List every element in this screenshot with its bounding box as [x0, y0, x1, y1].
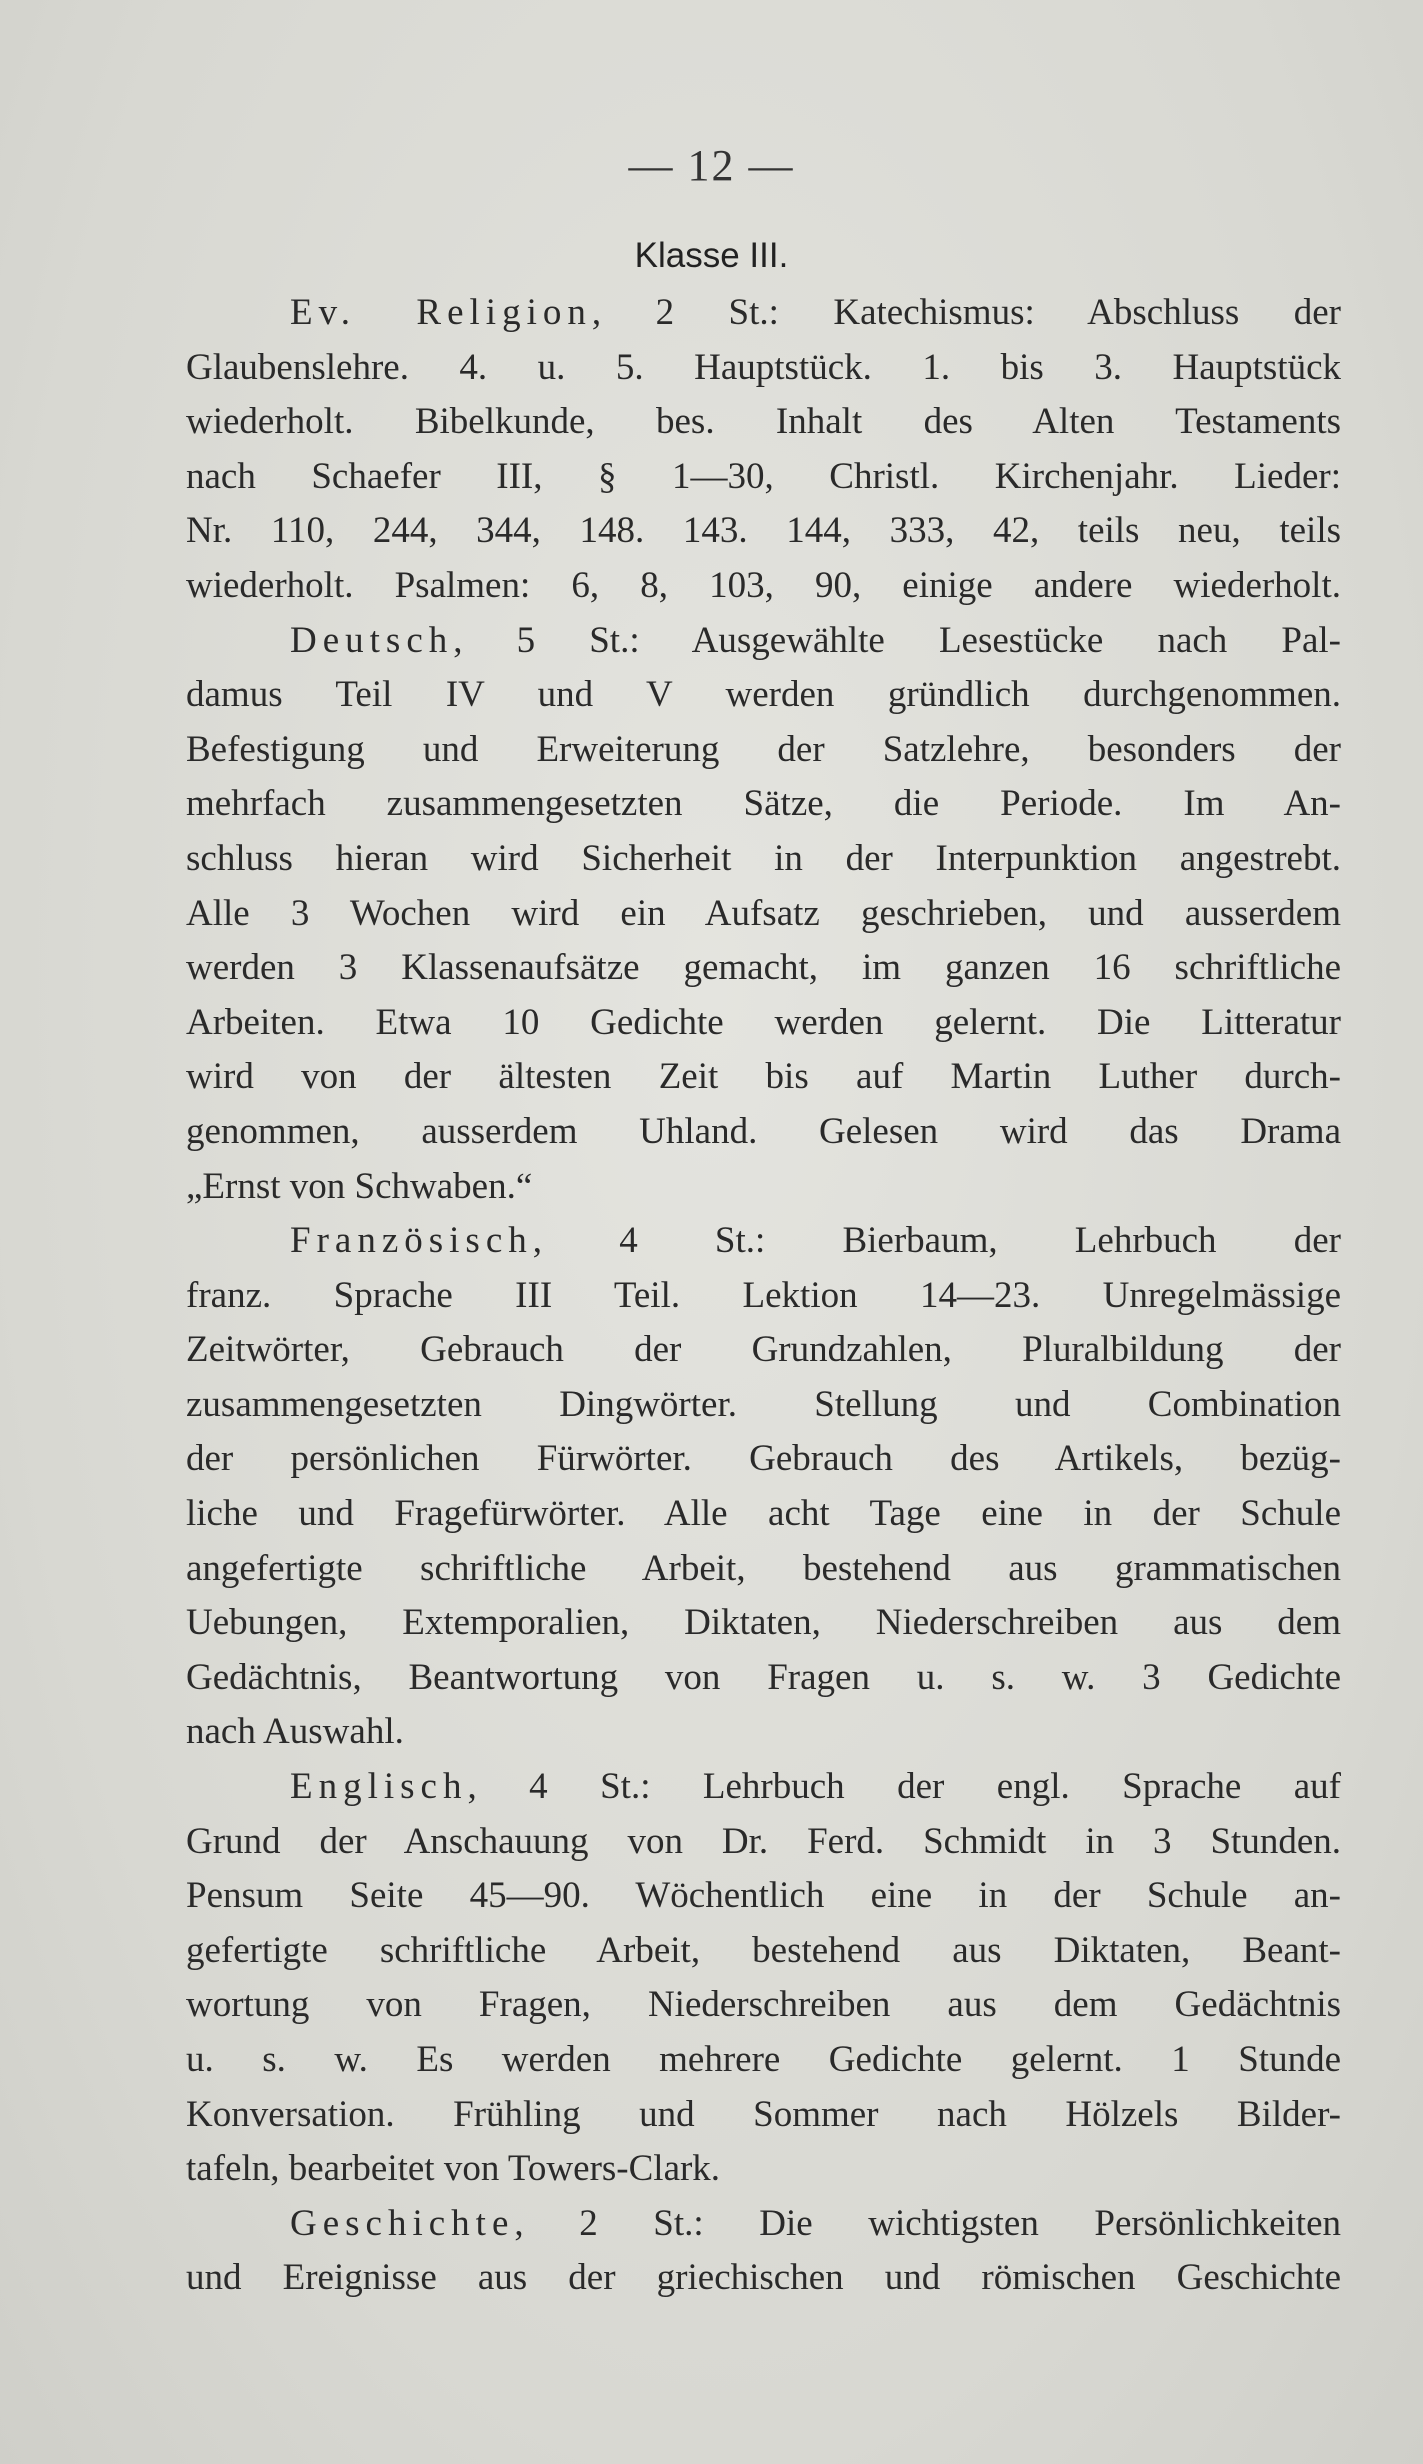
- text-line: wird von der ältesten Zeit bis auf Martin Luther durch-: [186, 1056, 1341, 1098]
- text-line: nach Schaefer III, § 1—30, Christl. Kirchenjahr. Lieder:: [186, 455, 1341, 497]
- text-line: Uebungen, Extemporalien, Diktaten, Niederschreiben aus dem: [186, 1602, 1341, 1644]
- line-text: , 4 St.: Bierbaum, Lehrbuch der: [532, 1220, 1341, 1262]
- text-line: schluss hieran wird Sicherheit in der Interpunktion angestrebt.: [186, 837, 1341, 879]
- line-text: , 2 St.: Katechismus: Abschluss der: [591, 292, 1341, 333]
- text-line: nach Auswahl.: [186, 1711, 404, 1753]
- text-line: Konversation. Frühling und Sommer nach Hölzels Bilder-: [186, 2093, 1341, 2135]
- text-line: [186, 286, 1341, 341]
- text-line: Nr. 110, 244, 344, 148. 143. 144, 333, 42, teils neu, teils: [186, 510, 1341, 552]
- text-line: liche und Fragefürwörter. Alle acht Tage eine in der Schule: [186, 1493, 1341, 1535]
- text-line: wiederholt. Psalmen: 6, 8, 103, 90, einige andere wiederholt.: [186, 564, 1341, 606]
- text-line: damus Teil IV und V werden gründlich durchgenommen.: [186, 674, 1341, 716]
- text-line: [186, 1214, 1341, 1269]
- syllabus-text: [186, 286, 1341, 2306]
- subject-name: Französisch: [290, 1220, 533, 1262]
- text-line: Alle 3 Wochen wird ein Aufsatz geschrieben, und ausserdem: [186, 892, 1341, 934]
- text-line: mehrfach zusammengesetzten Sätze, die Periode. Im An-: [186, 783, 1341, 825]
- subject-name: Deutsch: [290, 619, 454, 661]
- text-line: Arbeiten. Etwa 10 Gedichte werden gelernt. Die Litteratur: [186, 1001, 1341, 1043]
- text-line: Grund der Anschauung von Dr. Ferd. Schmidt in 3 Stunden.: [186, 1820, 1341, 1862]
- subject-name: Englisch: [290, 1766, 468, 1808]
- text-line: zusammengesetzten Dingwörter. Stellung und Combination: [186, 1383, 1341, 1425]
- text-line: und Ereignisse aus der griechischen und römischen Geschichte: [186, 2257, 1341, 2299]
- text-line: genommen, ausserdem Uhland. Gelesen wird das Drama: [186, 1110, 1341, 1152]
- text-line: [186, 614, 1341, 669]
- text-line: angefertigte schriftliche Arbeit, bestehend aus grammatischen: [186, 1547, 1341, 1589]
- text-line: wortung von Fragen, Niederschreiben aus dem Gedächtnis: [186, 1984, 1341, 2026]
- text-line: der persönlichen Fürwörter. Gebrauch des Artikels, bezüg-: [186, 1438, 1341, 1480]
- subject-name: Ev. Religion: [290, 292, 592, 333]
- page-number: — 12 —: [628, 141, 795, 190]
- subject-name: Geschichte: [290, 2202, 515, 2244]
- text-line: Pensum Seite 45—90. Wöchentlich eine in der Schule an-: [186, 1875, 1341, 1917]
- text-line: u. s. w. Es werden mehrere Gedichte gelernt. 1 Stunde: [186, 2039, 1341, 2080]
- text-line: Befestigung und Erweiterung der Satzlehre, besonders der: [186, 728, 1341, 770]
- text-line: franz. Sprache III Teil. Lektion 14—23. Unregelmässige: [186, 1274, 1341, 1316]
- text-line: [186, 1760, 1341, 1815]
- class-heading: Klasse III.: [634, 236, 789, 275]
- text-line: Gedächtnis, Beantwortung von Fragen u. s. w. 3 Gedichte: [186, 1656, 1341, 1698]
- line-text: , 2 St.: Die wichtigsten Persönlichkeiten: [514, 2202, 1341, 2244]
- text-line: „Ernst von Schwaben.“: [186, 1165, 533, 1207]
- line-text: , 4 St.: Lehrbuch der engl. Sprache auf: [467, 1766, 1341, 1808]
- text-line: gefertigte schriftliche Arbeit, bestehend aus Diktaten, Beant-: [186, 1929, 1341, 1971]
- text-line: wiederholt. Bibelkunde, bes. Inhalt des Alten Testaments: [186, 401, 1341, 443]
- line-text: , 5 St.: Ausgewählte Lesestücke nach Pal-: [453, 619, 1341, 661]
- text-line: Zeitwörter, Gebrauch der Grundzahlen, Pluralbildung der: [186, 1329, 1341, 1371]
- text-line: Glaubenslehre. 4. u. 5. Hauptstück. 1. bis 3. Hauptstück: [186, 346, 1341, 388]
- text-line: [186, 2197, 1341, 2252]
- text-line: werden 3 Klassenaufsätze gemacht, im ganzen 16 schriftliche: [186, 947, 1341, 989]
- text-line: tafeln, bearbeitet von Towers-Clark.: [186, 2148, 721, 2190]
